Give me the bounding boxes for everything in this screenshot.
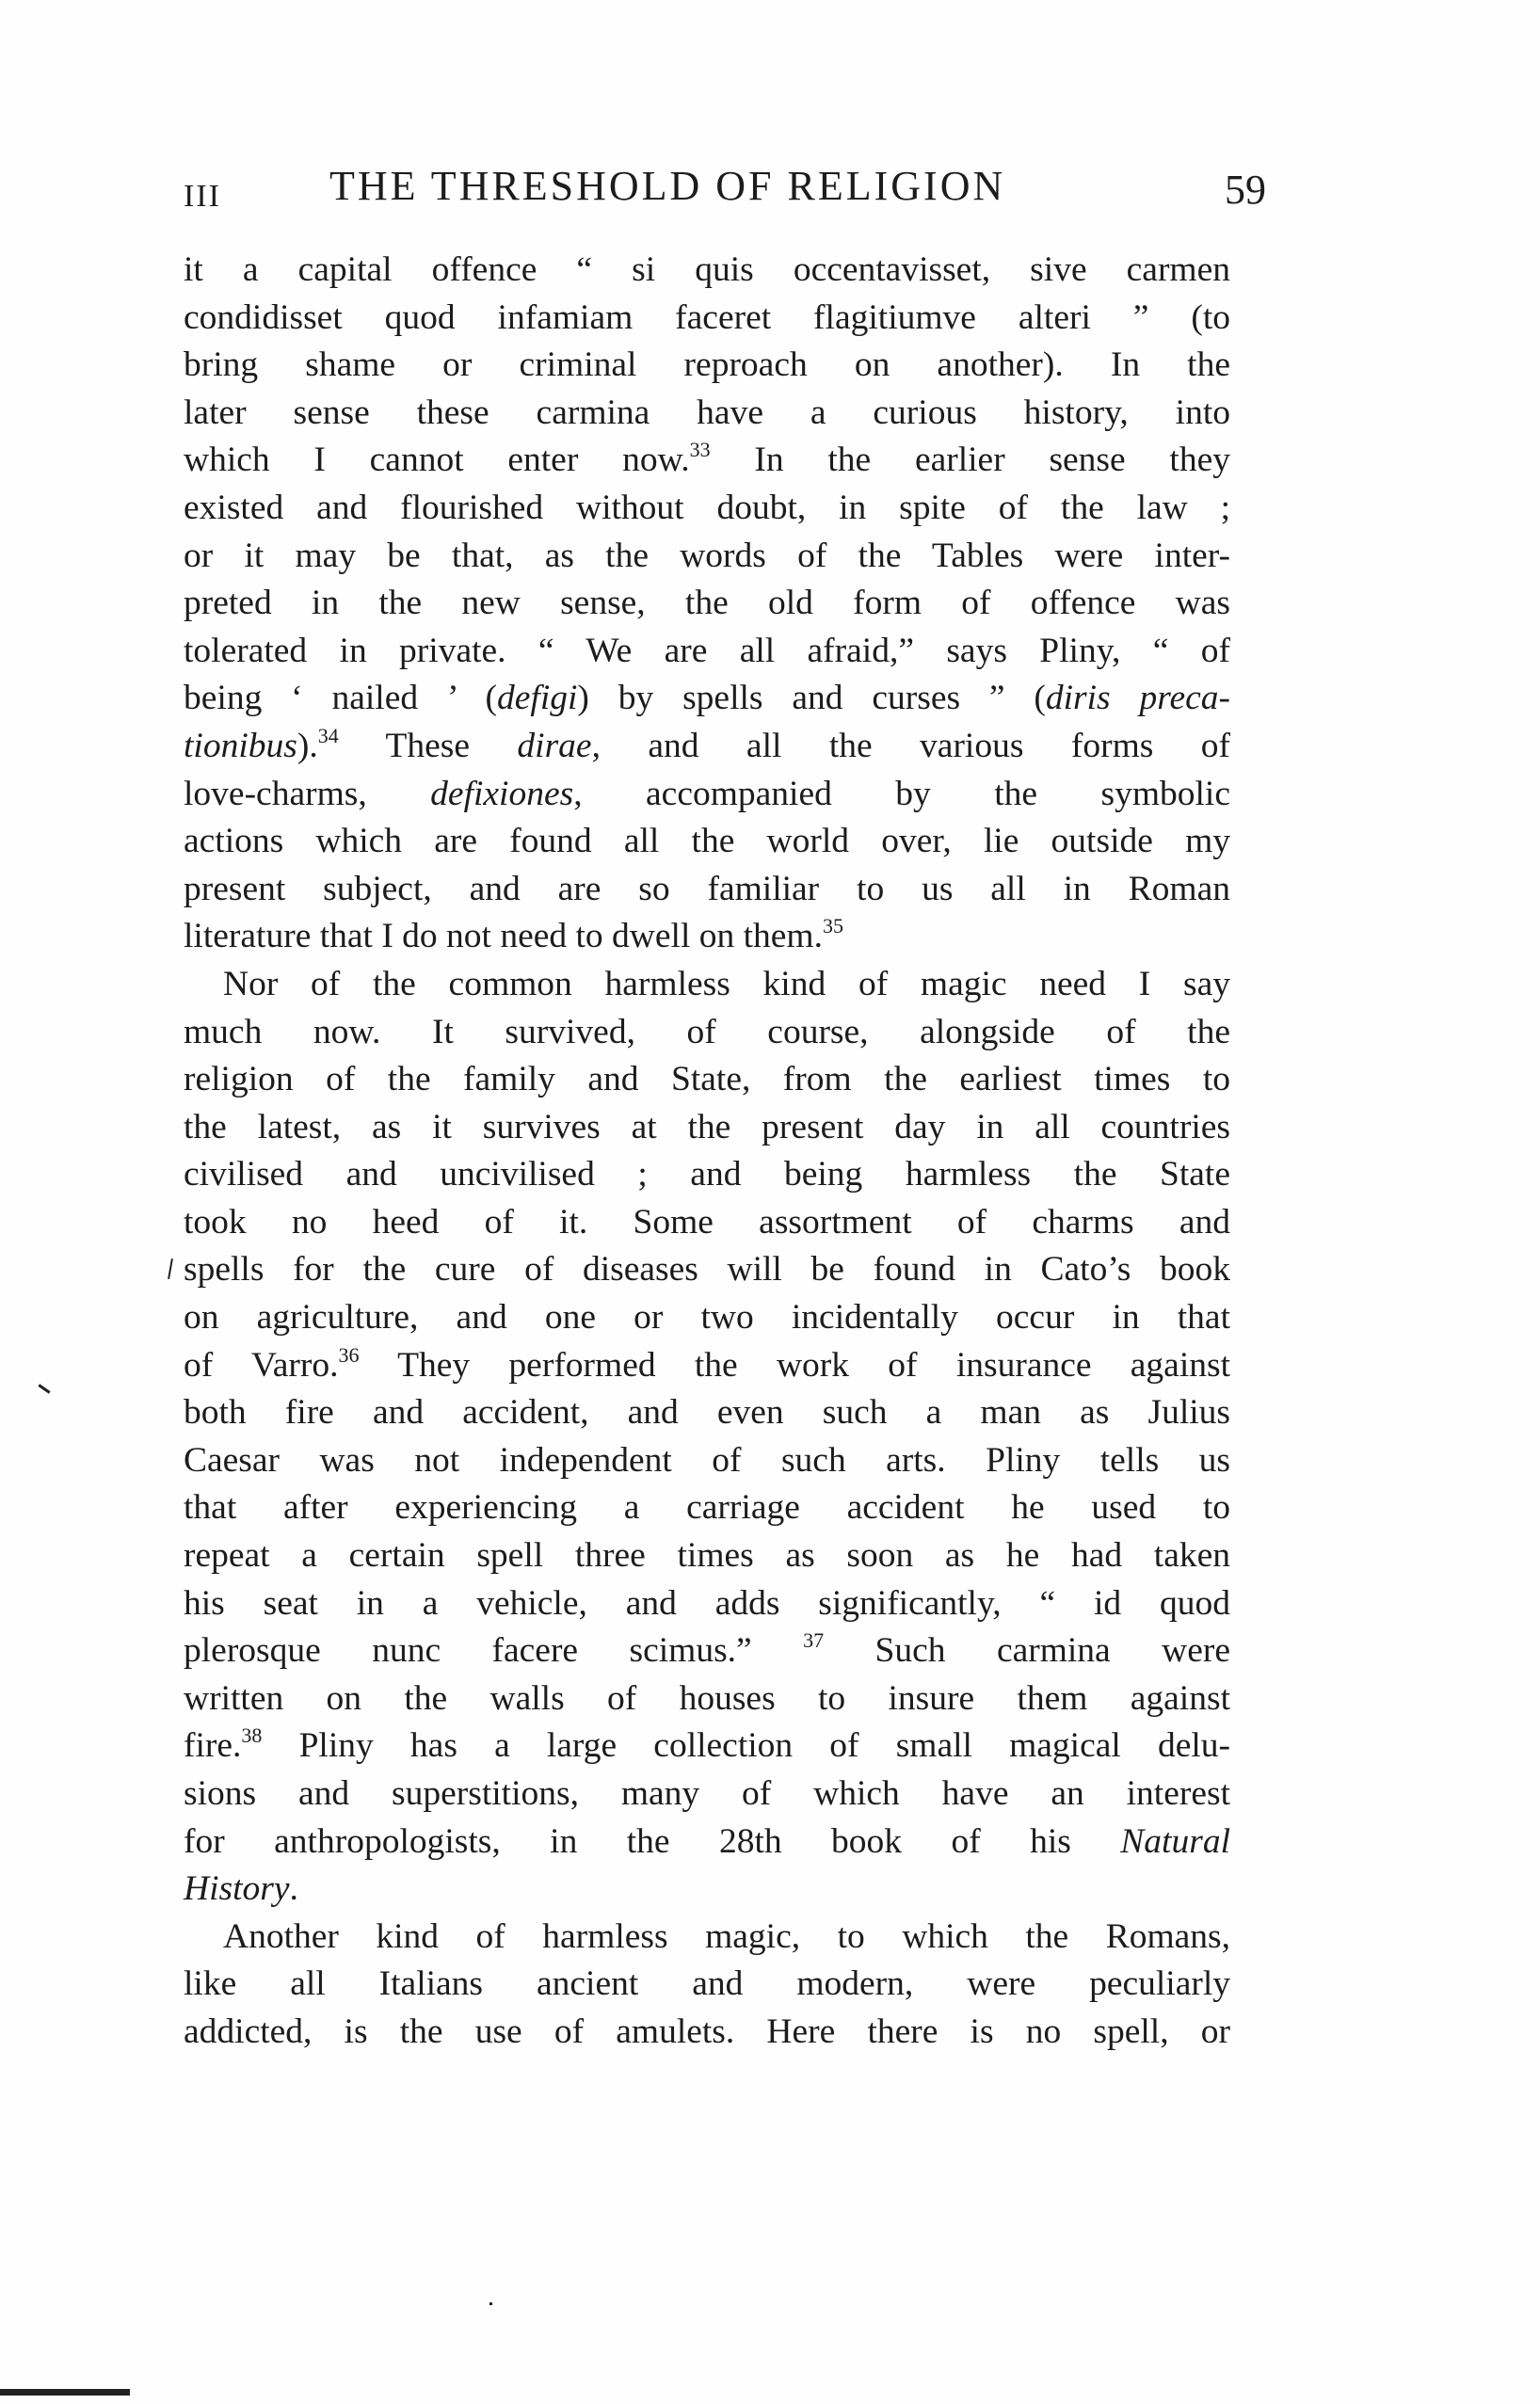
- text-line: Caesar was not independent of such arts. Pliny tells us: [184, 1440, 1230, 1480]
- body-text: [184, 247, 1230, 2057]
- text-line: much now. It survived, of course, alongside of the: [184, 1012, 1230, 1051]
- text-segment: fire.: [184, 1726, 242, 1766]
- text-line: that after experiencing a carriage accident he used to: [184, 1488, 1230, 1528]
- text-line: civilised and uncivilised ; and being harmless the State: [184, 1155, 1230, 1194]
- text-segment: .: [289, 1869, 298, 1909]
- paragraph: [184, 1914, 1230, 2057]
- text-line: [184, 913, 1230, 961]
- text-line: his seat in a vehicle, and adds significantly, “ id quod: [184, 1583, 1230, 1623]
- text-segment: which I cannot enter now.: [184, 441, 690, 480]
- text-segment: literature that I do not need to dwell on them.: [184, 917, 823, 956]
- text-line: Another kind of harmless magic, to which the Romans,: [223, 1916, 1230, 1956]
- text-line: [184, 1866, 1230, 1914]
- text-segment: , accompanied by the symbolic: [573, 774, 1230, 813]
- footnote-ref: 36: [338, 1342, 360, 1367]
- text-segment: ) by spells and curses ” (: [577, 679, 1046, 718]
- running-title: THE THRESHOLD OF RELIGION: [329, 163, 1006, 209]
- text-line: [184, 675, 1230, 723]
- italic-term: defixiones: [430, 774, 574, 813]
- italic-term: dirae: [517, 726, 592, 765]
- text-line: took no heed of it. Some assortment of charms and: [184, 1202, 1230, 1242]
- italic-term: History: [184, 1869, 290, 1909]
- text-line: present subject, and are so familiar to us all in Roman: [184, 869, 1230, 908]
- footnote-ref: 37: [803, 1628, 825, 1653]
- footnote-ref: 33: [689, 438, 711, 462]
- text-line: the latest, as it survives at the present day in all countries: [184, 1107, 1230, 1146]
- page-edge-bar: [0, 2389, 130, 2396]
- footnote-ref: 34: [317, 723, 339, 747]
- text-segment: plerosque nunc facere scimus.”: [184, 1631, 804, 1671]
- italic-term: Natural: [1120, 1821, 1230, 1861]
- text-line: actions which are found all the world over, lie outside my: [184, 822, 1230, 861]
- text-line: both fire and accident, and even such a man as Julius: [184, 1393, 1230, 1433]
- page-number: 59: [1225, 167, 1266, 213]
- text-line: tolerated in private. “ We are all afraid,” says Pliny, “ of: [184, 631, 1230, 670]
- text-segment: In the earlier sense they: [710, 441, 1230, 480]
- text-line: [184, 437, 1230, 485]
- text-line: bring shame or criminal reproach on another). In the: [184, 345, 1230, 385]
- scan-mark: [38, 1384, 50, 1393]
- text-segment: ).: [297, 726, 318, 765]
- text-segment: for anthropologists, in the 28th book of his: [184, 1821, 1121, 1861]
- text-line: sions and superstitions, many of which have an interest: [184, 1774, 1230, 1813]
- italic-term: tionibus: [184, 726, 297, 765]
- running-header: [184, 162, 1266, 218]
- text-line: like all Italians ancient and modern, were peculiarly: [184, 1964, 1230, 2004]
- footnote-ref: 35: [822, 914, 843, 938]
- text-segment: of Varro.: [184, 1345, 339, 1385]
- paragraph: [184, 247, 1230, 961]
- text-line: repeat a certain spell three times as soon as he had taken: [184, 1536, 1230, 1576]
- text-line: religion of the family and State, from the earliest times to: [184, 1060, 1230, 1099]
- text-segment: love-charms,: [184, 774, 431, 813]
- text-line: or it may be that, as the words of the Tables were inter-: [184, 536, 1230, 575]
- text-line: condidisset quod infamiam faceret flagitiumve alteri ” (to: [184, 297, 1230, 337]
- text-line: spells for the cure of diseases will be found in Cato’s book: [184, 1250, 1230, 1290]
- text-line: [184, 1819, 1230, 1867]
- text-line: [184, 771, 1230, 819]
- text-segment: Such carmina were: [824, 1631, 1230, 1671]
- text-line: it a capital offence “ si quis occentavisset, sive carmen: [184, 250, 1230, 289]
- chapter-number: III: [184, 179, 221, 214]
- text-line: later sense these carmina have a curious history, into: [184, 393, 1230, 432]
- text-line: [184, 1342, 1230, 1390]
- footnote-ref: 38: [241, 1723, 263, 1748]
- text-line: [184, 723, 1230, 771]
- scan-mark: [168, 1258, 173, 1279]
- text-line: existed and flourished without doubt, in spite of the law ;: [184, 488, 1230, 527]
- text-line: [184, 1723, 1230, 1771]
- text-line: on agriculture, and one or two incidentally occur in that: [184, 1298, 1230, 1338]
- text-line: addicted, is the use of amulets. Here there is no spell, or: [184, 2011, 1230, 2051]
- text-line: preted in the new sense, the old form of offence was: [184, 584, 1230, 623]
- text-line: written on the walls of houses to insure them against: [184, 1678, 1230, 1718]
- italic-term: defigi: [497, 679, 578, 718]
- italic-term: diris preca-: [1045, 679, 1230, 718]
- paragraph: [184, 961, 1230, 1914]
- scan-dot: [489, 2302, 492, 2305]
- text-line: [184, 1627, 1230, 1675]
- text-segment: being ‘ nailed ’ (: [184, 679, 497, 718]
- text-segment: These: [338, 726, 518, 765]
- text-segment: , and all the various forms of: [591, 726, 1230, 765]
- text-segment: They performed the work of insurance against: [359, 1345, 1230, 1385]
- text-segment: Pliny has a large collection of small magical delu-: [262, 1726, 1230, 1766]
- text-line: Nor of the common harmless kind of magic need I say: [223, 964, 1230, 1003]
